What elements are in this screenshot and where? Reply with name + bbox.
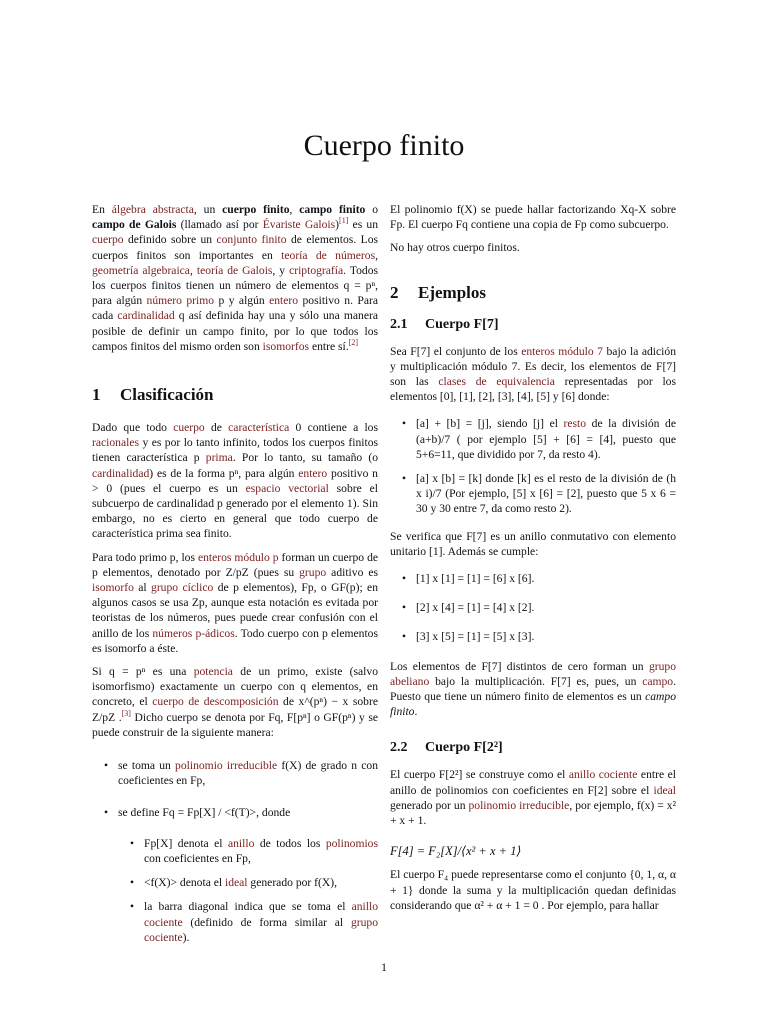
link-isomorfo[interactable]: isomorfo: [92, 581, 134, 595]
list-item: • [1] x [1] = [1] = [6] x [6].: [416, 571, 676, 586]
link-grupo-ciclico[interactable]: grupo cíclico: [151, 581, 214, 595]
link-racionales[interactable]: racionales: [92, 436, 139, 450]
link-grupo-cociente[interactable]: grupo cociente: [144, 915, 378, 944]
link-clases-equivalencia[interactable]: clases de equivalencia: [438, 375, 555, 389]
link-grupo-abeliano[interactable]: grupo abeliano: [390, 659, 676, 688]
section-2-heading: 2 Ejemplos: [390, 282, 486, 302]
link-polinomio-irreducible-2[interactable]: polinomio irreducible: [468, 798, 570, 812]
sec21-paragraph-3: Los elementos de F[7] distintos de cero forman un grupo abeliano bajo la multiplicación. F[7] es, pues, un campo. Puesto que tiene un número finito de elementos es un campo finito.: [390, 659, 676, 719]
ref-1[interactable]: [1]: [339, 216, 349, 226]
link-ideal-2[interactable]: ideal: [653, 783, 676, 797]
sec21-paragraph-1: Sea F[7] el conjunto de los enteros módulo 7 bajo la adición y multiplicación módulo 7. Es decir, los elementos de F[7] son las clases de equivalencia representadas por los elementos [0], [1], [2], [3], [4], [5] y [6] donde:: [390, 344, 676, 404]
intro-paragraph: En álgebra abstracta, un cuerpo finito, campo finito o campo de Galois (llamado así por Évariste Galois)[1] es un cuerpo definido sobre un conjunto finito de elementos. Los cuerpos finitos son importantes en teoría de números, geometría algebraica, teoría de Galois, y criptografía. Todos los cuerpos finitos tienen un número de elementos q = pⁿ, para algún número primo p y algún entero positivo n. Para cada cardinalidad q así definida hay una y sólo una manera posible de definir un campo finito, por lo que todos los campos finitos del mismo orden son isomorfos entre sí.[2]: [92, 203, 379, 353]
page-title: Cuerpo finito: [303, 129, 465, 163]
link-evariste-galois[interactable]: Évariste Galois: [262, 218, 336, 232]
link-criptografia[interactable]: criptografía: [289, 263, 344, 277]
link-teoria-galois[interactable]: teoría de Galois: [196, 263, 273, 277]
link-cardinalidad[interactable]: cardinalidad: [117, 309, 175, 323]
link-numero-primo[interactable]: número primo: [146, 294, 215, 308]
link-caracteristica[interactable]: característica: [228, 421, 290, 435]
section-2-2-heading: 2.2 Cuerpo F[2²]: [390, 740, 503, 756]
list-item: • se toma un polinomio irreducible f(X) de grado n con coeficientes en Fp,: [118, 758, 378, 788]
sec22-paragraph-1: El cuerpo F[2²] se construye como el anillo cociente entre el anillo de polinomios con coeficientes en F[2] sobre el ideal generado por un polinomio irreducible, por ejemplo, f(x) = x² + x + 1.: [390, 768, 677, 828]
list-item: • se define Fq = Fp[X] / <f(T)>, donde • Fp[X] denota el anillo de todos los polinomios con coeficientes en Fp, • <f(X)> denota el ideal generado por f(X), • la barra diagonal indica que se toma el anillo cociente (definido de forma similar al grupo cociente).: [118, 805, 378, 945]
link-cardinalidad-2[interactable]: cardinalidad: [92, 466, 150, 480]
page-number: 1: [381, 960, 387, 974]
link-conjunto-finito[interactable]: conjunto finito: [216, 233, 287, 247]
link-grupo[interactable]: grupo: [299, 565, 327, 579]
link-cuerpo-descomposicion[interactable]: cuerpo de descomposición: [152, 695, 279, 709]
link-numeros-p-adicos[interactable]: números p-ádicos: [152, 626, 235, 640]
sec1-paragraph-3: Si q = pⁿ es una potencia de un primo, existe (salvo isomorfismo) exactamente un cuerpo con q elementos, en concreto, el cuerpo de descomposición de x^(pⁿ) − x sobre Z/pZ .[3] Dicho cuerpo se denota por Fq, F[pⁿ] o GF(pⁿ) y se puede construir de la siguiente manera:: [92, 665, 378, 739]
sec21-paragraph-2: Se verifica que F[7] es un anillo conmutativo con elemento unitario [1]. Además se cumple:: [390, 529, 676, 558]
sec1-paragraph-1: Dado que todo cuerpo de característica 0 contiene a los racionales y es por lo tanto infinito, todos los cuerpos finitos tienen característica p prima. Por lo tanto, su tamaño (o cardinalidad) es de la forma pⁿ, para algún entero positivo n > 0 (pues el cuerpo es un espacio vectorial sobre el subcuerpo de cardinalidad p generado por el elemento 1). Sin embargo, no es cierto en general que todo cuerpo de característica prima sea finito.: [92, 421, 379, 541]
link-potencia[interactable]: potencia: [193, 665, 233, 679]
link-anillo-cociente[interactable]: anillo cociente: [144, 900, 378, 929]
link-anillo-cociente-2[interactable]: anillo cociente: [568, 768, 638, 782]
link-entero[interactable]: entero: [269, 294, 299, 308]
list-item: • Fp[X] denota el anillo de todos los polinomios con coeficientes en Fp,: [144, 836, 378, 866]
operations-list: [390, 416, 676, 516]
ref-2[interactable]: [2]: [348, 337, 358, 347]
link-resto[interactable]: resto: [563, 417, 587, 431]
right-paragraph-1: El polinomio f(X) se puede hallar factorizando Xq-X sobre Fp. El cuerpo Fq contiene una copia de Fp como subcuerpo.: [390, 203, 676, 232]
right-paragraph-2: No hay otros cuerpo finitos.: [390, 241, 520, 255]
link-cuerpo[interactable]: cuerpo: [92, 233, 124, 247]
link-isomorfos[interactable]: isomorfos: [262, 339, 310, 353]
link-teoria-numeros[interactable]: teoría de números: [281, 248, 376, 262]
link-algebra-abstracta[interactable]: álgebra abstracta: [111, 203, 194, 216]
sec1-paragraph-2: Para todo primo p, los enteros módulo p forman un cuerpo de p elementos, denotado por Z/pZ (pues su grupo aditivo es isomorfo al grupo cíclico de p elementos), Fp, o GF(p); en algunos casos se usa Zp, aunque esta notación es evitada por teoristas de los números, pues puede crear confusión con el anillo de los números p-ádicos. Todo cuerpo con p elementos es isomorfo a éste.: [92, 550, 379, 655]
list-item: • [a] + [b] = [j], siendo [j] el resto de la división de (a+b)/7 ( por ejemplo [5] + [6] = [4], puesto que 5+6=11, que dividido por 7, da resto 4).: [416, 416, 676, 462]
ref-3[interactable]: [3]: [121, 708, 131, 718]
left-column: [92, 202, 378, 954]
list-item: • la barra diagonal indica que se toma el anillo cociente (definido de forma similar al grupo cociente).: [144, 899, 378, 945]
construction-sublist: [118, 836, 378, 945]
link-entero-2[interactable]: entero: [298, 466, 328, 480]
list-item: • [2] x [4] = [1] = [4] x [2].: [416, 600, 676, 615]
link-ideal[interactable]: ideal: [225, 876, 248, 890]
link-campo[interactable]: campo: [642, 674, 674, 688]
inverses-list: [390, 571, 676, 645]
link-polinomios[interactable]: polinomios: [325, 836, 378, 850]
formula-f4: F[4] = F₂[X]/⟨x² + x + 1⟩: [390, 844, 522, 859]
sec22-paragraph-2: El cuerpo F₄ puede representarse como el conjunto {0, 1, α, α + 1} donde la suma y la multiplicación quedan definidas considerando que α² + α + 1 = 0 . Por ejemplo, para hallar: [390, 868, 676, 912]
section-2-1-heading: 2.1 Cuerpo F[7]: [390, 316, 499, 332]
section-1-heading: 1 Clasificación: [92, 385, 214, 405]
list-item: • [3] x [5] = [1] = [5] x [3].: [416, 629, 676, 644]
right-column: [390, 202, 676, 921]
link-polinomio-irreducible[interactable]: polinomio irreducible: [175, 759, 278, 773]
link-anillo[interactable]: anillo: [227, 836, 255, 850]
construction-list: [92, 758, 378, 945]
link-cuerpo-2[interactable]: cuerpo: [173, 421, 205, 435]
link-geometria-algebraica[interactable]: geometría algebraica: [92, 263, 190, 277]
link-prima[interactable]: prima: [205, 451, 233, 465]
link-enteros-modulo-p[interactable]: enteros módulo p: [197, 550, 279, 564]
link-enteros-modulo-7[interactable]: enteros módulo 7: [521, 344, 603, 358]
list-item: • [a] x [b] = [k] donde [k] es el resto de la división de (h x i)/7 (Por ejemplo, [5] x [6] = [2], puesto que 5 x 6 = 30 y 30 entre 7, da como resto 2).: [416, 471, 676, 517]
list-item: • <f(X)> denota el ideal generado por f(X),: [144, 875, 378, 890]
link-espacio-vectorial[interactable]: espacio vectorial: [245, 481, 329, 495]
